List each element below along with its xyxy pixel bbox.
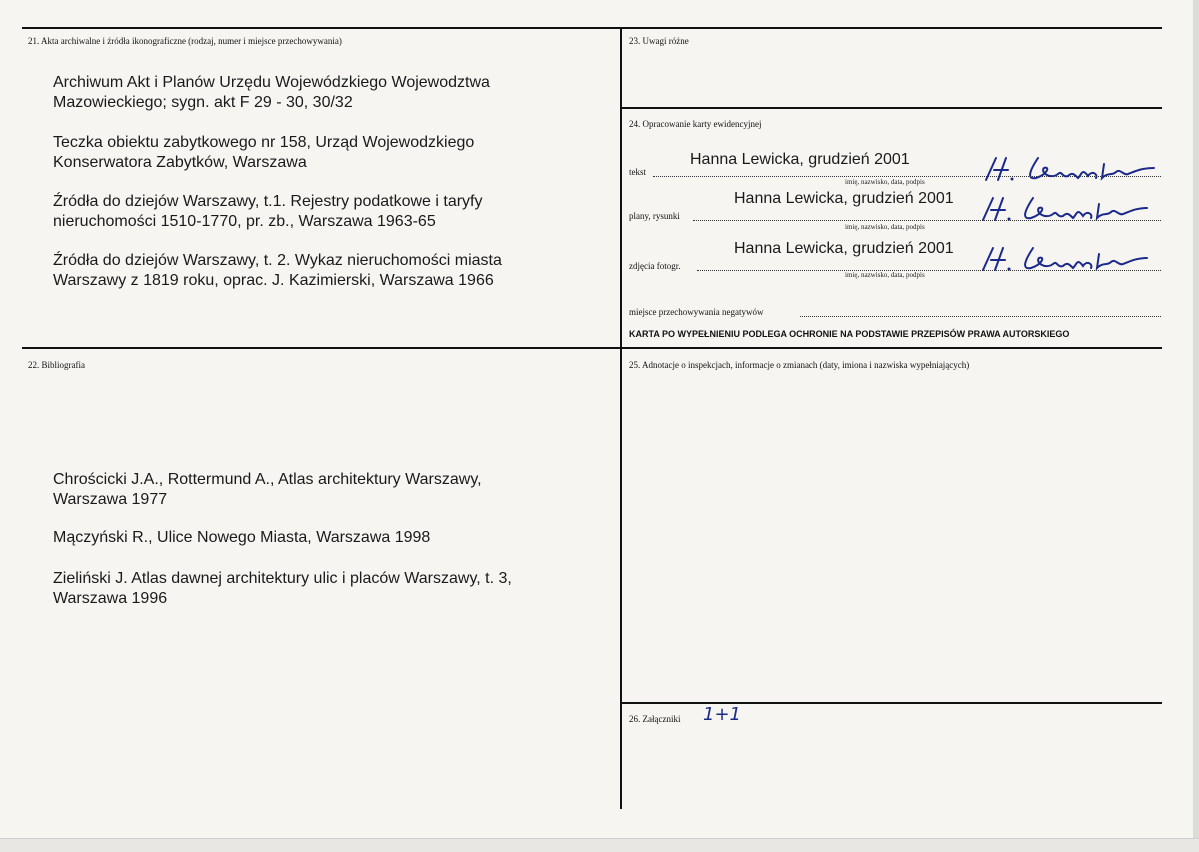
archive-entry (53, 251, 502, 291)
negatives-label: miejsce przechowywania negatywów (629, 307, 764, 317)
author-name: Hanna Lewicka, grudzień 2001 (734, 190, 954, 207)
entry-line: Warszawy z 1819 roku, oprac. J. Kazimierski, Warszawa 1966 (53, 272, 494, 289)
author-name: Hanna Lewicka, grudzień 2001 (734, 240, 954, 257)
entry-line: Mazowieckiego; sygn. akt F 29 - 30, 30/32 (53, 94, 353, 111)
top-border (22, 27, 1162, 29)
section-25-label: 25. Adnotacje o inspekcjach, informacje o zmianach (daty, imiona i nazwiska wypełniających) (629, 360, 970, 370)
entry-line: Źródła do dziejów Warszawy, t. 2. Wykaz nieruchomości miasta (53, 252, 502, 269)
bibliography-entry (53, 528, 430, 548)
center-divider (620, 27, 622, 809)
row-label-plans: plany, rysunki (629, 211, 680, 221)
entry-line: Warszawa 1977 (53, 491, 168, 508)
bibliography-entry (53, 569, 512, 609)
row-label-photos: zdjęcia fotogr. (629, 261, 681, 271)
entry-line: Teczka obiektu zabytkowego nr 158, Urząd Wojewodzkiego (53, 134, 475, 151)
scan-edge (1193, 0, 1199, 851)
entry-line: Mączyński R., Ulice Nowego Miasta, Warszawa 1998 (53, 529, 431, 546)
archive-entry (53, 73, 490, 113)
bibliography-entry (53, 470, 482, 510)
entry-line: Chrościcki J.A., Rottermund A., Atlas architektury Warszawy, (53, 471, 482, 488)
field-caption: imię, nazwisko, data, podpis (845, 178, 925, 186)
section-22-label: 22. Bibliografia (28, 360, 85, 370)
section-21-label: 21. Akta archiwalne i źródła ikonograficzne (rodzaj, numer i miejsce przechowywania) (28, 36, 342, 46)
attachments-count: 1+1 (703, 704, 741, 725)
dotted-line (800, 316, 1161, 317)
entry-line: Zieliński J. Atlas dawnej architektury ulic i placów Warszawy, t. 3, (53, 570, 512, 587)
archive-entry (53, 133, 474, 173)
middle-border (22, 347, 1162, 349)
entry-line: Źródła do dziejów Warszawy, t.1. Rejestry podatkowe i taryfy (53, 193, 483, 210)
entry-line: Konserwatora Zabytków, Warszawa (53, 154, 307, 171)
divider-23-24 (620, 107, 1162, 109)
entry-line: Archiwum Akt i Planów Urzędu Wojewódzkiego Wojewodztwa (53, 74, 490, 91)
copyright-notice: KARTA PO WYPEŁNIENIU PODLEGA OCHRONIE NA PODSTAWIE PRZEPISÓW PRAWA AUTORSKIEGO (629, 329, 1070, 339)
scan-bottom-edge (0, 838, 1199, 852)
archive-entry (53, 192, 483, 232)
entry-line: nieruchomości 1510-1770, pr. zb., Warszawa 1963-65 (53, 213, 436, 230)
field-caption: imię, nazwisko, data, podpis (845, 271, 925, 279)
signature (975, 240, 1160, 276)
section-24-label: 24. Opracowanie karty ewidencyjnej (629, 119, 762, 129)
entry-line: Warszawa 1996 (53, 590, 168, 607)
field-caption: imię, nazwisko, data, podpis (845, 223, 925, 231)
section-26-label: 26. Załączniki (629, 714, 681, 724)
signature (975, 190, 1160, 226)
section-23-label: 23. Uwagi różne (629, 36, 689, 46)
divider-25-26 (620, 702, 1162, 704)
signature (978, 150, 1163, 186)
author-name: Hanna Lewicka, grudzień 2001 (690, 151, 910, 168)
row-label-text: tekst (629, 167, 646, 177)
